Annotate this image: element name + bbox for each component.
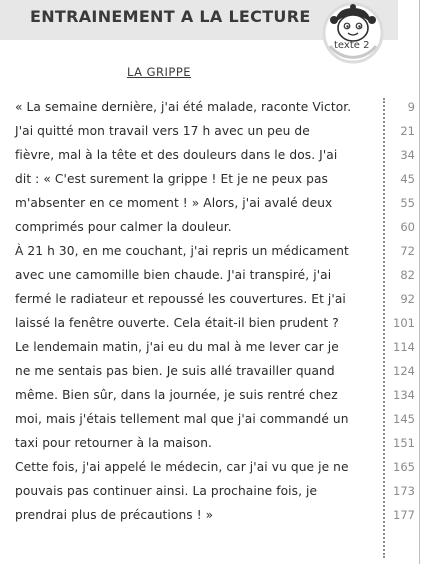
page-title: ENTRAINEMENT A LA LECTURE [30,7,311,26]
word-count: 145 [393,412,415,426]
word-count: 55 [400,196,415,210]
text-line: À 21 h 30, en me couchant, j'ai repris un médicament [15,244,349,258]
text-line: fermé le radiateur et repoussé les couvertures. Et j'ai [15,292,346,306]
text-line: m'absenter en ce moment ! » Alors, j'ai avalé deux [15,196,333,210]
word-count: 165 [393,460,415,474]
word-count: 60 [400,220,415,234]
text-line: pouvais pas continuer ainsi. La prochaine fois, je [15,484,318,498]
word-count: 101 [393,316,415,330]
word-count: 177 [393,508,415,522]
text-line: prendrai plus de précautions ! » [15,508,214,522]
dotted-separator [383,98,385,558]
reading-text [15,95,377,527]
text-number-label: texte 2 [334,40,370,51]
document-title: LA GRIPPE [126,65,192,79]
text-line: laissé la fenêtre ouverte. Cela était-il bien prudent ? [15,316,339,330]
text-line: même. Bien sûr, dans la journée, je suis rentré chez [15,388,338,402]
word-count: 173 [393,484,415,498]
text-line: fièvre, mal à la tête et des douleurs dans le dos. J'ai [15,148,338,162]
text-line: moi, mais j'étais tellement mal que j'ai commandé un [15,412,349,426]
word-count: 92 [400,292,415,306]
word-count: 34 [400,148,415,162]
text-line: Cette fois, j'ai appelé le médecin, car j'ai vu que je ne [15,460,349,474]
girl-face-icon [322,2,384,64]
word-count: 72 [400,244,415,258]
word-count: 114 [393,340,415,354]
margin-rule [419,0,420,564]
word-count: 45 [400,172,415,186]
text-line: avec une camomille bien chaude. J'ai transpiré, j'ai [15,268,332,282]
word-count-column [389,95,417,527]
word-count: 151 [393,436,415,450]
text-line: ne me sentais pas bien. Je suis allé travailler quand [15,364,335,378]
word-count: 134 [393,388,415,402]
text-line: Le lendemain matin, j'ai eu du mal à me lever car je [15,340,339,354]
text-line: « La semaine dernière, j'ai été malade, raconte Victor. [15,100,352,114]
word-count: 9 [407,100,415,114]
text-line: comprimés pour calmer la douleur. [15,220,232,234]
text-line: taxi pour retourner à la maison. [15,436,213,450]
word-count: 124 [393,364,415,378]
word-count: 21 [400,124,415,138]
text-line: J'ai quitté mon travail vers 17 h avec un peu de [15,124,310,138]
text-line: dit : « C'est surement la grippe ! Et je ne peux pas [15,172,328,186]
word-count: 82 [400,268,415,282]
